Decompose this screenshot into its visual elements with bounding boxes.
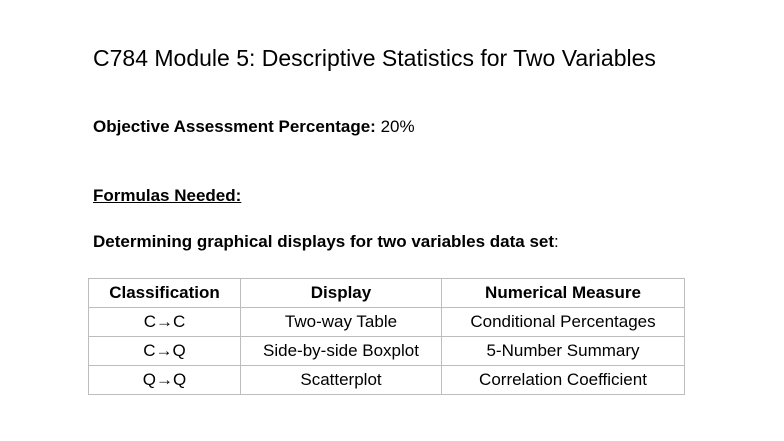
cell-classification: C→C <box>89 308 241 337</box>
table-header-row <box>89 279 685 308</box>
determining-label: Determining graphical displays for two variables data set <box>93 232 555 251</box>
table-row <box>89 337 685 366</box>
header-display: Display <box>241 279 442 308</box>
displays-table <box>88 278 685 395</box>
header-numerical-measure: Numerical Measure <box>442 279 685 308</box>
cell-numerical-measure: Correlation Coefficient <box>442 366 685 395</box>
table-row <box>89 308 685 337</box>
cell-display: Side-by-side Boxplot <box>241 337 442 366</box>
objective-line <box>93 117 415 137</box>
determining-line <box>93 232 559 252</box>
cell-numerical-measure: 5-Number Summary <box>442 337 685 366</box>
cell-numerical-measure: Conditional Percentages <box>442 308 685 337</box>
cell-display: Two-way Table <box>241 308 442 337</box>
cell-classification: C→Q <box>89 337 241 366</box>
page-title: C784 Module 5: Descriptive Statistics for Two Variables <box>93 45 656 71</box>
table-row <box>89 366 685 395</box>
cell-classification: Q→Q <box>89 366 241 395</box>
determining-suffix: : <box>554 232 559 251</box>
objective-label: Objective Assessment Percentage: <box>93 117 376 136</box>
objective-value: 20% <box>375 117 415 136</box>
header-classification: Classification <box>89 279 241 308</box>
cell-display: Scatterplot <box>241 366 442 395</box>
formulas-heading: Formulas Needed: <box>93 186 242 205</box>
